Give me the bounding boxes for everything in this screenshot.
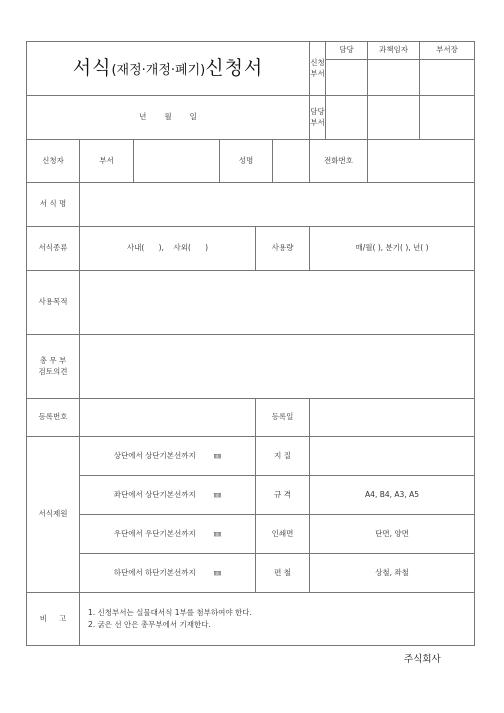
spec-prop-label: 인쇄면	[256, 515, 310, 554]
usage-options[interactable]: 매/월( ), 분기( ), 년( )	[310, 227, 475, 271]
name-field[interactable]	[273, 140, 310, 183]
approval-sign-field[interactable]	[368, 60, 420, 96]
review-field[interactable]	[80, 335, 475, 399]
spec-prop-value[interactable]: 단면, 양면	[310, 515, 475, 554]
form-type-options[interactable]: 사내( ), 사외( )	[80, 227, 256, 271]
company-name: 주식회사	[404, 654, 441, 665]
form-title: 서식(재정·개정·폐기)신청서	[27, 42, 310, 96]
form-name-label: 서 식 명	[27, 183, 80, 227]
purpose-field[interactable]	[80, 271, 475, 335]
application-form	[26, 41, 474, 645]
phone-field[interactable]	[368, 140, 475, 183]
dept-label: 부서	[80, 140, 134, 183]
spec-margin[interactable]: 상단에서 상단기본선까지 ㎜	[80, 437, 256, 476]
form-type-label: 서식종류	[27, 227, 80, 271]
spec-margin[interactable]: 하단에서 하단기본선까지 ㎜	[80, 554, 256, 593]
remark-note: 1. 신청부서는 실물대서식 1부를 첨부하여야 한다.	[88, 607, 252, 617]
approval-col-header: 과책임자	[368, 42, 420, 60]
reg-number-field[interactable]	[80, 399, 256, 437]
approval-sign-field[interactable]	[326, 96, 368, 140]
spec-prop-value[interactable]: 상철, 좌철	[310, 554, 475, 593]
approval-col-header: 담당	[326, 42, 368, 60]
form-name-field[interactable]	[80, 183, 475, 227]
applicant-dept-label: 신청 부서	[310, 42, 326, 96]
applicant-label: 신청자	[27, 140, 80, 183]
spec-prop-value[interactable]	[310, 437, 475, 476]
spec-prop-label: 지 질	[256, 437, 310, 476]
name-label: 성명	[220, 140, 273, 183]
spec-prop-label: 규 격	[256, 476, 310, 515]
phone-label: 전화번호	[310, 140, 368, 183]
approval-sign-field[interactable]	[420, 60, 475, 96]
spec-margin[interactable]: 좌단에서 상단기본선까지 ㎜	[80, 476, 256, 515]
review-label: 총 무 부 검토의견	[27, 335, 80, 399]
spec-prop-value[interactable]: A4, B4, A3, A5	[310, 476, 475, 515]
purpose-label: 사용목적	[27, 271, 80, 335]
usage-label: 사용량	[256, 227, 310, 271]
remarks-notes	[80, 593, 475, 646]
form-table	[26, 41, 475, 646]
approval-sign-field[interactable]	[326, 60, 368, 96]
remarks-label: 비 고	[27, 593, 80, 646]
spec-margin[interactable]: 우단에서 우단기본선까지 ㎜	[80, 515, 256, 554]
remark-note: 2. 굵은 선 안은 총무부에서 기재한다.	[88, 620, 211, 629]
approval-col-header: 부서장	[420, 42, 475, 60]
reg-number-label: 등록번호	[27, 399, 80, 437]
approval-sign-field[interactable]	[368, 96, 420, 140]
request-date[interactable]: 년 월 일	[27, 96, 310, 140]
specs-label: 서식제원	[27, 437, 80, 593]
reg-date-label: 등록일	[256, 399, 310, 437]
reg-date-field[interactable]	[310, 399, 475, 437]
dept-field[interactable]	[134, 140, 220, 183]
responsible-dept-label: 담당 부서	[310, 96, 326, 140]
spec-prop-label: 편 철	[256, 554, 310, 593]
approval-sign-field[interactable]	[420, 96, 475, 140]
